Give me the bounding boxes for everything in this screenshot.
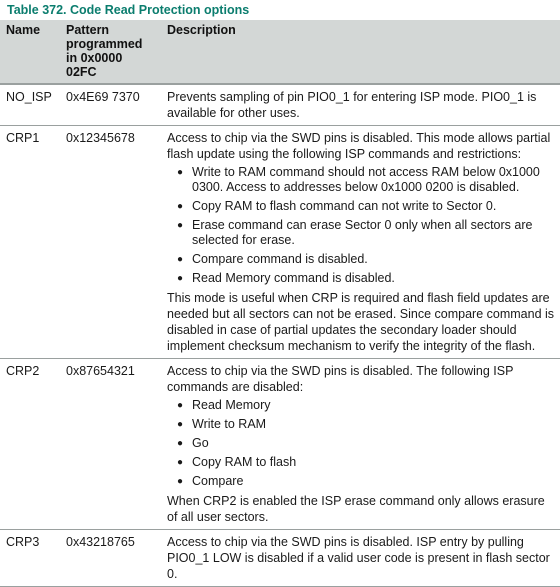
bullet-dot-icon: ● [177,457,184,468]
table-caption: Table 372. Code Read Protection options [7,3,250,17]
header-description: Description [161,20,560,84]
list-item-text: Compare [192,474,244,488]
table-row [0,359,560,530]
description-text: Access to chip via the SWD pins is disabled. ISP entry by pulling PIO0_1 LOW is disabled if a valid user code is present in flash sector 0. [167,535,550,581]
list-item [175,455,555,470]
list-item-text: Write to RAM command should not access RAM below 0x1000 0300. Access to addresses below 0x1000 0200 is disabled. [192,165,540,194]
description-text: This mode is useful when CRP is required and flash field updates are needed but all sectors can not be erased. Since compare command is disabled in case of partial updates the secondary loader should implement checksum mechanism to verify the integrity of the flash. [167,291,555,353]
cell-description [161,126,560,359]
list-item-text: Copy RAM to flash [192,455,297,469]
cell-name: CRP2 [6,364,40,378]
cell-pattern: 0x87654321 [66,364,135,378]
list-item [175,398,555,413]
description-text: When CRP2 is enabled the ISP erase command only allows erasure of all user sectors. [167,494,545,524]
cell-name: CRP3 [6,535,40,549]
bullet-dot-icon: ● [177,167,184,178]
cell-description [161,530,560,587]
bullet-dot-icon: ● [177,254,184,265]
description-text: Access to chip via the SWD pins is disabled. The following ISP commands are disabled: [167,364,514,394]
list-item-text: Read Memory [192,398,271,412]
cell-description [161,84,560,126]
bullet-dot-icon: ● [177,419,184,430]
table-row [0,84,560,126]
list-item [175,474,555,489]
cell-description [161,359,560,530]
list-item-text: Go [192,436,209,450]
description-text: Access to chip via the SWD pins is disabled. This mode allows partial flash update using the following ISP commands and restrictions: [167,131,551,161]
table-row [0,126,560,359]
list-item-text: Compare command is disabled. [192,252,368,266]
list-item [175,271,555,286]
cell-pattern: 0x4E69 7370 [66,90,140,104]
bullet-dot-icon: ● [177,220,184,231]
description-text: Prevents sampling of pin PIO0_1 for entering ISP mode. PIO0_1 is available for other uses. [167,90,537,120]
bullet-dot-icon: ● [177,438,184,449]
list-item [175,417,555,432]
list-item [175,252,555,267]
header-name: Name [0,20,60,84]
bullet-dot-icon: ● [177,273,184,284]
cell-name: CRP1 [6,131,40,145]
cell-name: NO_ISP [6,90,52,104]
list-item-text: Read Memory command is disabled. [192,271,395,285]
list-item [175,436,555,451]
cell-pattern: 0x43218765 [66,535,135,549]
list-item-text: Write to RAM [192,417,267,431]
crp-options-table [0,20,560,587]
bullet-list [175,398,555,489]
cell-pattern: 0x12345678 [66,131,135,145]
bullet-dot-icon: ● [177,201,184,212]
header-pattern: Pattern programmed in 0x0000 02FC [60,20,161,84]
bullet-dot-icon: ● [177,400,184,411]
table-header-row [0,20,560,84]
list-item-text: Erase command can erase Sector 0 only when all sectors are selected for erase. [192,218,533,247]
list-item-text: Copy RAM to flash command can not write to Sector 0. [192,199,497,213]
list-item [175,165,555,195]
bullet-dot-icon: ● [177,476,184,487]
bullet-list [175,165,555,286]
table-row [0,530,560,587]
list-item [175,218,555,248]
list-item [175,199,555,214]
